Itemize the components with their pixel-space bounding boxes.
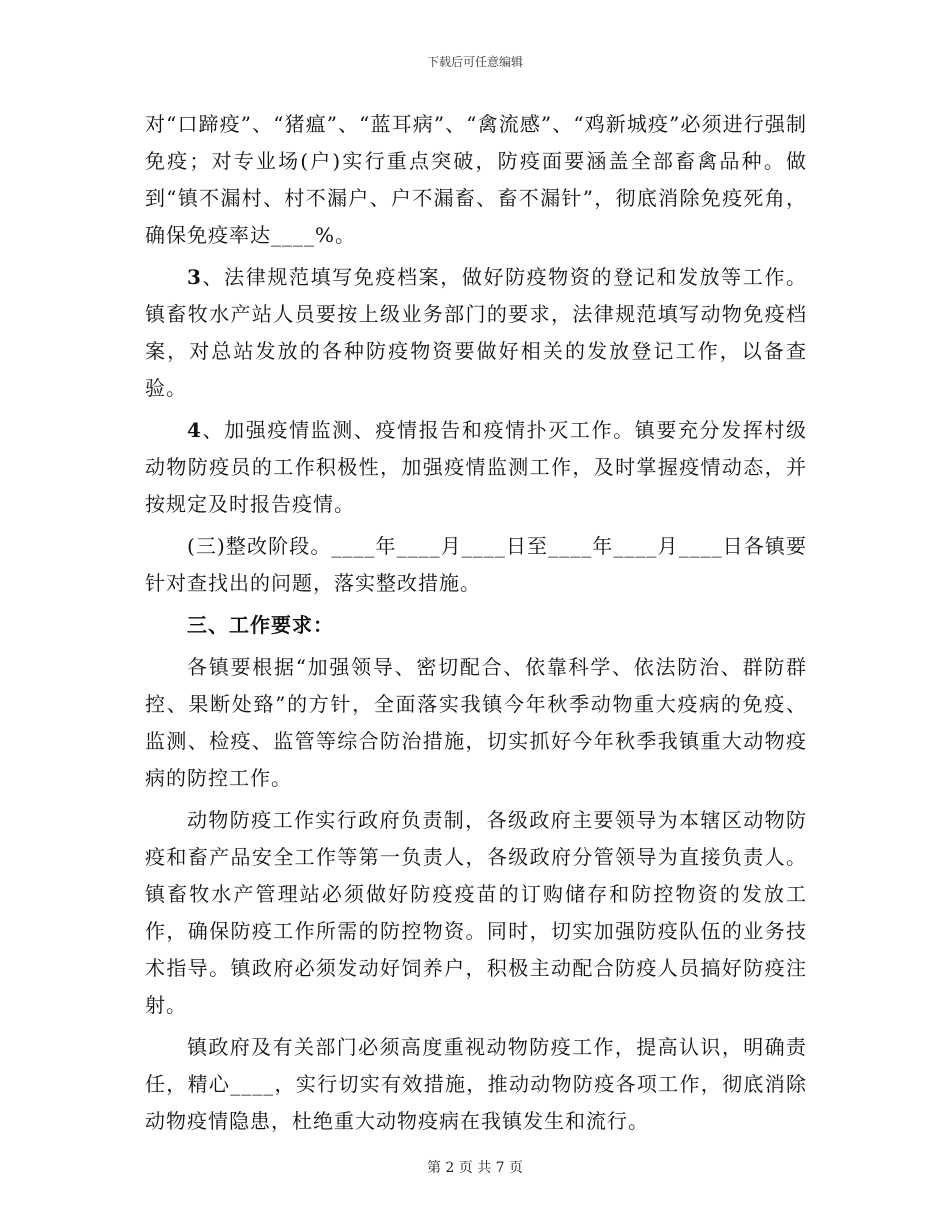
page-header: 下载后可任意编辑 xyxy=(426,55,523,69)
paragraph-item-3 xyxy=(145,259,807,407)
paragraph-immunization-scope: 对“口蹄疫”、“猪瘟”、“蓝耳病”、“禽流感”、“鸡新城疫”必须进行强制免疫；对专业场(户)实行重点突破，防疫面要涵盖全部畜禽品种。做到“镇不漏村、村不漏户、户不漏畜、畜不漏针”，彻底消除免疫死角，确保免疫率达____%。 xyxy=(145,112,807,247)
page-footer: 第 2 页 共 7 页 xyxy=(426,1160,524,1176)
item-number: 3 xyxy=(187,265,202,289)
paragraph-responsibility: 动物防疫工作实行政府负责制，各级政府主要领导为本辖区动物防疫和畜产品安全工作等第一负责人，各级政府分管领导为直接负责人。镇畜牧水产管理站必须做好防疫疫苗的订购储存和防控物资的发放工作，确保防疫工作所需的防控物资。同时，切实加强防疫队伍的业务技术指导。镇政府必须发动好饲养户，积极主动配合防疫人员搞好防疫注射。 xyxy=(145,808,807,1017)
item-number: 4 xyxy=(187,418,202,442)
paragraph-government-attention: 镇政府及有关部门必须高度重视动物防疫工作，提高认识，明确责任，精心____，实行切实有效措施，推动动物防疫各项工作，彻底消除动物疫情隐患，杜绝重大动物疫病在我镇发生和流行。 xyxy=(145,1035,807,1133)
paragraph-text: 、法律规范填写免疫档案，做好防疫物资的登记和发放等工作。镇畜牧水产站人员要按上级业务部门的要求，法律规范填写动物免疫档案，对总站发放的各种防疫物资要做好相关的发放登记工作，以备查验。 xyxy=(145,265,807,400)
paragraph-guidelines: 各镇要根据“加强领导、密切配合、依靠科学、依法防治、群防群控、果断处臵”的方针，全面落实我镇今年秋季动物重大疫病的免疫、监测、检疫、监管等综合防治措施，切实抓好今年秋季我镇重大动物疫病的防控工作。 xyxy=(145,655,807,790)
section-heading-work-requirements: 三、工作要求： xyxy=(187,613,334,637)
paragraph-item-4 xyxy=(145,412,807,523)
document-body xyxy=(145,106,807,1145)
paragraph-rectification-stage: (三)整改阶段。____年____月____日至____年____月____日各镇要针对查找出的问题，落实整改措施。 xyxy=(145,534,807,595)
paragraph-text: 、加强疫情监测、疫情报告和疫情扑灭工作。镇要充分发挥村级动物防疫员的工作积极性，加强疫情监测工作，及时掌握疫情动态，并按规定及时报告疫情。 xyxy=(145,418,807,516)
